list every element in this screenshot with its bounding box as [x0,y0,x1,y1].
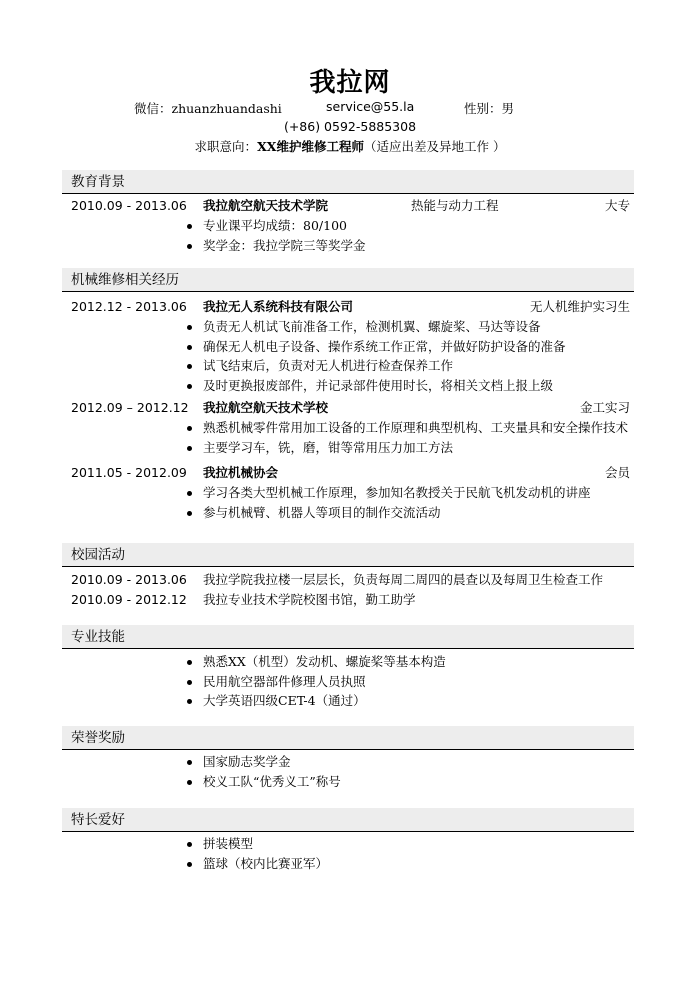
entry-text: 我拉学院我拉楼一层层长，负责每周二周四的晨查以及每周卫生检查工作 [203,572,604,587]
experience-entry [62,463,634,522]
entry-date: 2010.09 - 2012.12 [71,592,187,607]
campus-row [62,570,634,590]
bullet-icon [187,384,192,389]
bullet-icon [187,680,192,685]
education-section [62,170,634,255]
entry-date: 2012.09 – 2012.12 [71,400,189,415]
list-item [62,772,634,792]
bullet-icon [187,842,192,847]
bullet-text: 校义工队“优秀义工”称号 [203,773,341,789]
section-title: 机械维修相关经历 [62,268,634,292]
list-item [62,356,634,376]
entry-org: 我拉航空航天技术学校 [203,400,329,415]
list-item [62,376,634,396]
campus-section [62,543,634,610]
bullet-icon [187,446,192,451]
bullet-icon [187,426,192,431]
bullet-icon [187,862,192,867]
bullet-icon [187,244,192,249]
entry-date: 2012.12 - 2013.06 [71,299,187,314]
bullet-text: 拼装模型 [203,836,254,851]
bullet-text: 熟悉XX（机型）发动机、螺旋桨等基本构造 [203,654,446,669]
bullet-icon [187,491,192,496]
campus-row [62,590,634,610]
bullet-icon [187,325,192,330]
entry-org: 我拉航空航天技术学院 [203,198,329,213]
entry-role: 无人机维护实习生 [529,299,630,314]
bullet-text: 篮球（校内比赛亚军） [203,855,329,871]
bullet-icon [187,699,192,704]
experience-entry [62,398,634,457]
list-item [62,691,634,711]
list-item [62,337,634,357]
section-title: 校园活动 [62,543,634,567]
entry-header [62,196,634,216]
list-item [62,438,634,458]
bullet-text: 大学英语四级CET-4（通过） [203,693,366,708]
entry-role: 金工实习 [579,400,630,415]
bullet-icon [187,224,192,229]
bullet-icon [187,345,192,350]
list-item [62,672,634,692]
bullet-list [62,652,634,711]
section-title: 专业技能 [62,625,634,649]
list-item [62,834,634,854]
list-item [62,752,634,772]
bullet-text: 专业课平均成绩：80/100 [203,218,347,233]
section-title: 教育背景 [62,170,634,194]
bullet-list [62,216,634,255]
bullet-icon [187,760,192,765]
entry-role: 会员 [604,465,630,480]
entry-degree: 大专 [604,198,630,213]
bullet-text: 负责无人机试飞前准备工作，检测机翼、螺旋桨、马达等设备 [203,319,541,334]
entry-header [62,297,634,317]
bullet-text: 试飞结束后，负责对无人机进行检查保养工作 [203,358,454,373]
entry-header [62,398,634,418]
list-item [62,418,634,438]
bullet-text: 熟悉机械零件常用加工设备的工作原理和典型机构、工夹量具和安全操作技术 [203,420,629,435]
job-objective [0,137,700,155]
bullet-text: 及时更换报废部件，并记录部件使用时长，将相关文档上报上级 [203,377,554,393]
bullet-text: 主要学习车，铣，磨，钳等常用压力加工方法 [203,439,454,455]
list-item [62,236,634,256]
list-item [62,854,634,874]
hobbies-section [62,808,634,873]
list-item [62,483,634,503]
bullet-list [62,317,634,395]
campus-entry [62,570,634,610]
experience-section [62,268,634,522]
list-item [62,216,634,236]
objective-suffix: （适应出差及异地工作 ） [363,139,506,154]
email-contact[interactable]: service@55.la [326,99,415,114]
entry-org: 我拉机械协会 [203,465,279,480]
gender-info: 性别：男 [464,101,515,116]
experience-entry [62,297,634,395]
bullet-text: 确保无人机电子设备、操作系统工作正常，并做好防护设备的准备 [203,338,566,354]
bullet-icon [187,364,192,369]
bullet-text: 奖学金：我拉学院三等奖学金 [203,237,366,253]
bullet-list [62,418,634,457]
bullet-list [62,834,634,873]
education-entry [62,196,634,255]
bullet-icon [187,511,192,516]
bullet-list [62,752,634,791]
skills-section [62,625,634,711]
candidate-name: 我拉网 [309,68,391,98]
wechat-contact: 微信：zhuanzhuandashi [134,101,282,116]
bullet-text: 国家励志奖学金 [203,754,291,769]
section-title: 特长爱好 [62,808,634,832]
entry-date: 2010.09 - 2013.06 [71,198,187,213]
entry-org: 我拉无人系统科技有限公司 [203,299,354,314]
entry-date: 2010.09 - 2013.06 [71,572,187,587]
entry-text: 我拉专业技术学院校图书馆，勤工助学 [203,592,416,607]
phone-number: (+86) 0592-5885308 [283,119,417,134]
honors-section [62,726,634,791]
list-item [62,317,634,337]
list-item [62,652,634,672]
objective-title: XX维护维修工程师 [257,139,364,154]
bullet-icon [187,660,192,665]
bullet-text: 参与机械臂、机器人等项目的制作交流活动 [203,504,441,520]
entry-header [62,463,634,483]
bullet-list [62,483,634,522]
bullet-text: 民用航空器部件修理人员执照 [203,673,366,689]
list-item [62,503,634,523]
bullet-icon [187,780,192,785]
objective-prefix: 求职意向： [194,139,258,154]
section-title: 荣誉奖励 [62,726,634,750]
entry-major: 热能与动力工程 [411,198,499,213]
bullet-text: 学习各类大型机械工作原理，参加知名教授关于民航飞机发动机的讲座 [203,485,591,500]
entry-date: 2011.05 - 2012.09 [71,465,187,480]
